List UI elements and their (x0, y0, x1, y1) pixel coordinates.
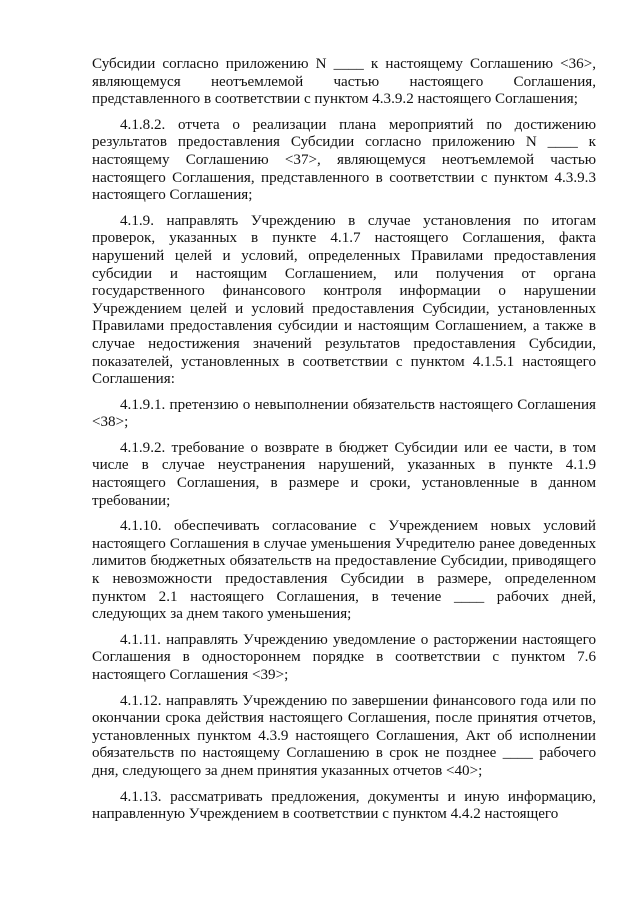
paragraph-4-1-9-2: 4.1.9.2. требование о возврате в бюджет Субсидии или ее части, в том числе в случае неустранения нарушений, указанных в пункте 4.1.9 настоящего Соглашения, в размере и сроки, установленные в данном требовании; (92, 439, 596, 509)
paragraph-4-1-10: 4.1.10. обеспечивать согласование с Учреждением новых условий настоящего Соглашения в случае уменьшения Учредителю ранее доведенных лимитов бюджетных обязательств на предоставление Субсидии, приводящего к невозможности предоставления Субсидии в размере, определенном пунктом 2.1 настоящего Соглашения, в течение ____ рабочих дней, следующих за днем такого уменьшения; (92, 518, 596, 623)
paragraph-4-1-12: 4.1.12. направлять Учреждению по завершении финансового года или по окончании срока действия настоящего Соглашения, после принятия отчетов, установленных пунктом 4.3.9 настоящего Соглашения, Акт об исполнении обязательств по настоящему Соглашению в срок не позднее ____ рабочего дня, следующего за днем принятия указанных отчетов <40>; (92, 692, 596, 779)
paragraph-4-1-11: 4.1.11. направлять Учреждению уведомление о расторжении настоящего Соглашения в одностороннем порядке в соответствии с пунктом 7.6 настоящего Соглашения <39>; (92, 631, 596, 683)
paragraph-4-1-13: 4.1.13. рассматривать предложения, документы и иную информацию, направленную Учреждением в соответствии с пунктом 4.4.2 настоящего (92, 788, 596, 823)
paragraph-4-1-9-1: 4.1.9.1. претензию о невыполнении обязательств настоящего Соглашения <38>; (92, 396, 596, 431)
paragraph-subsidy-annex: Субсидии согласно приложению N ____ к настоящему Соглашению <36>, являющемуся неотъемлемой частью настоящего Соглашения, представленного в соответствии с пунктом 4.3.9.2 настоящего Соглашения; (92, 56, 596, 108)
document-page (92, 56, 596, 824)
paragraph-4-1-9: 4.1.9. направлять Учреждению в случае установления по итогам проверок, указанных в пункте 4.1.7 настоящего Соглашения, факта нарушений целей и условий, определенных Правилами предоставления субсидии и настоящим Соглашением, или получения от органа государственного финансового контроля информации о нарушении Учреждением целей и условий предоставления Субсидии, установленных Правилами предоставления субсидии и настоящим Соглашением, а также в случае недостижения значений результатов предоставления Субсидии, показателей, установленных в соответствии с пунктом 4.1.5.1 настоящего Соглашения: (92, 212, 596, 388)
paragraph-4-1-8-2: 4.1.8.2. отчета о реализации плана мероприятий по достижению результатов предоставления Субсидии согласно приложению N ____ к настоящему Соглашению <37>, являющемуся неотъемлемой частью настоящего Соглашения, представленного в соответствии с пунктом 4.3.9.3 настоящего Соглашения; (92, 116, 596, 204)
